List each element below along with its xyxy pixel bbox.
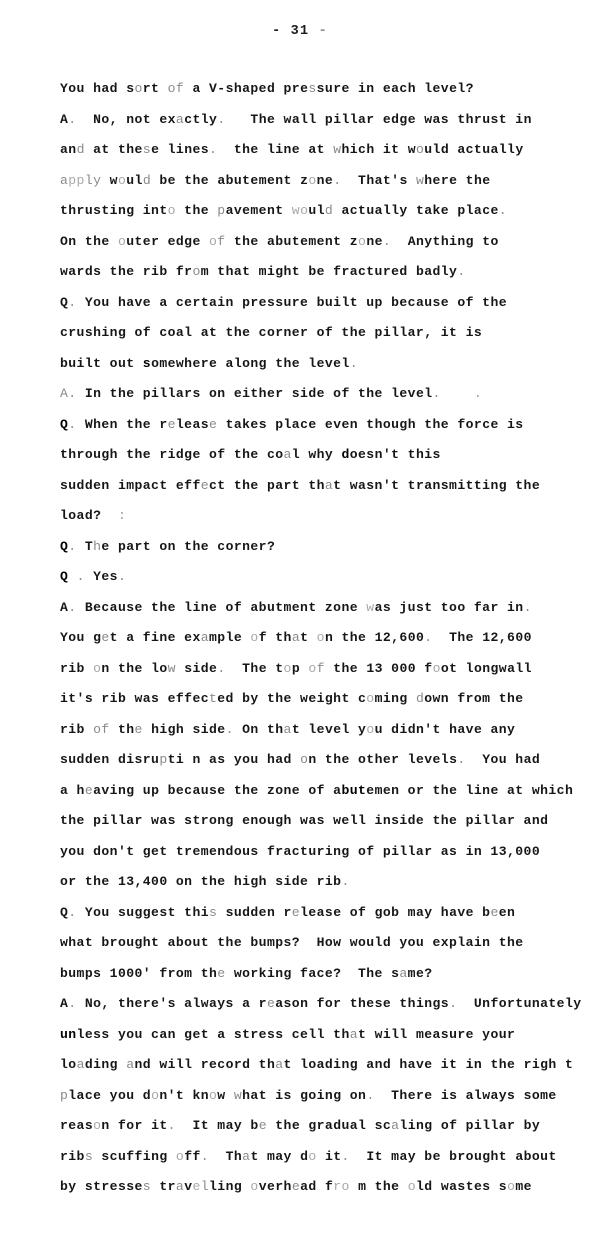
page-number-text: - 31 xyxy=(272,24,319,39)
text-line: load? : xyxy=(60,508,127,523)
text-line: it's rib was effected by the weight coming down from the xyxy=(60,691,524,706)
text-line: place you don't know what is going on. There is always some xyxy=(60,1087,557,1103)
text-line: thrusting into the pavement would actually take place. xyxy=(60,203,508,218)
text-line: reason for it. It may be the gradual scaling of pillar by xyxy=(60,1118,541,1133)
page-number-trailing-dash: - xyxy=(318,24,328,39)
text-line: On the outer edge of the abutement zone. Anything to xyxy=(60,233,499,249)
text-line: by stresses travelling overhead fro m the old wastes some xyxy=(60,1179,532,1194)
text-line: Q. When the release takes place even though the force is xyxy=(60,416,524,432)
text-line: You get a fine example of that on the 12,600. The 12,600 xyxy=(60,630,532,645)
text-line: You had sort of a V-shaped pressure in each level? xyxy=(60,81,474,96)
text-line: and at these lines. the line at which it would actually xyxy=(60,142,524,157)
text-line: ribs scuffing off. That may do it. It may be brought about xyxy=(60,1148,557,1164)
text-line: sudden disrupti n as you had on the other levels. You had xyxy=(60,752,541,767)
text-line: or the 13,400 on the high side rib. xyxy=(60,874,350,889)
text-line: Q. You suggest this sudden release of gob may have been xyxy=(60,904,516,920)
text-line: loading and will record that loading and have it in the righ t xyxy=(60,1057,574,1072)
text-line: A. In the pillars on either side of the level. . xyxy=(60,386,483,401)
text-line: wards the rib from that might be fractured badly. xyxy=(60,264,466,279)
text-line: sudden impact effect the part that wasn't transmitting the xyxy=(60,477,541,493)
text-line: Q. You have a certain pressure built up because of the xyxy=(60,294,507,310)
text-line: rib of the high side. On that level you didn't have any xyxy=(60,721,516,737)
text-line: A. No, not exactly. The wall pillar edge was thrust in xyxy=(60,111,532,127)
text-line: what brought about the bumps? How would you explain the xyxy=(60,935,524,950)
transcript-body xyxy=(60,74,582,1203)
text-line: Q . Yes. xyxy=(60,569,127,584)
text-line: A. Because the line of abutment zone was just too far in. xyxy=(60,599,532,615)
text-line: apply would be the abutement zone. That's where the xyxy=(60,172,491,188)
text-line: you don't get tremendous fracturing of pillar as in 13,000 xyxy=(60,843,541,859)
text-line: built out somewhere along the level. xyxy=(60,355,359,371)
text-line: rib on the low side. The top of the 13 000 foot longwall xyxy=(60,660,532,676)
text-line: Q. The part on the corner? xyxy=(60,538,276,554)
text-line: the pillar was strong enough was well inside the pillar and xyxy=(60,813,549,828)
text-line: unless you can get a stress cell that will measure your xyxy=(60,1026,516,1042)
text-line: a heaving up because the zone of abutemen or the line at which xyxy=(60,782,574,798)
text-line: bumps 1000' from the working face? The same? xyxy=(60,965,433,981)
text-line: A. No, there's always a reason for these things. Unfortunately xyxy=(60,996,582,1011)
text-line: through the ridge of the coal why doesn't this xyxy=(60,447,441,462)
page-number xyxy=(0,24,600,39)
text-line: crushing of coal at the corner of the pillar, it is xyxy=(60,325,483,340)
